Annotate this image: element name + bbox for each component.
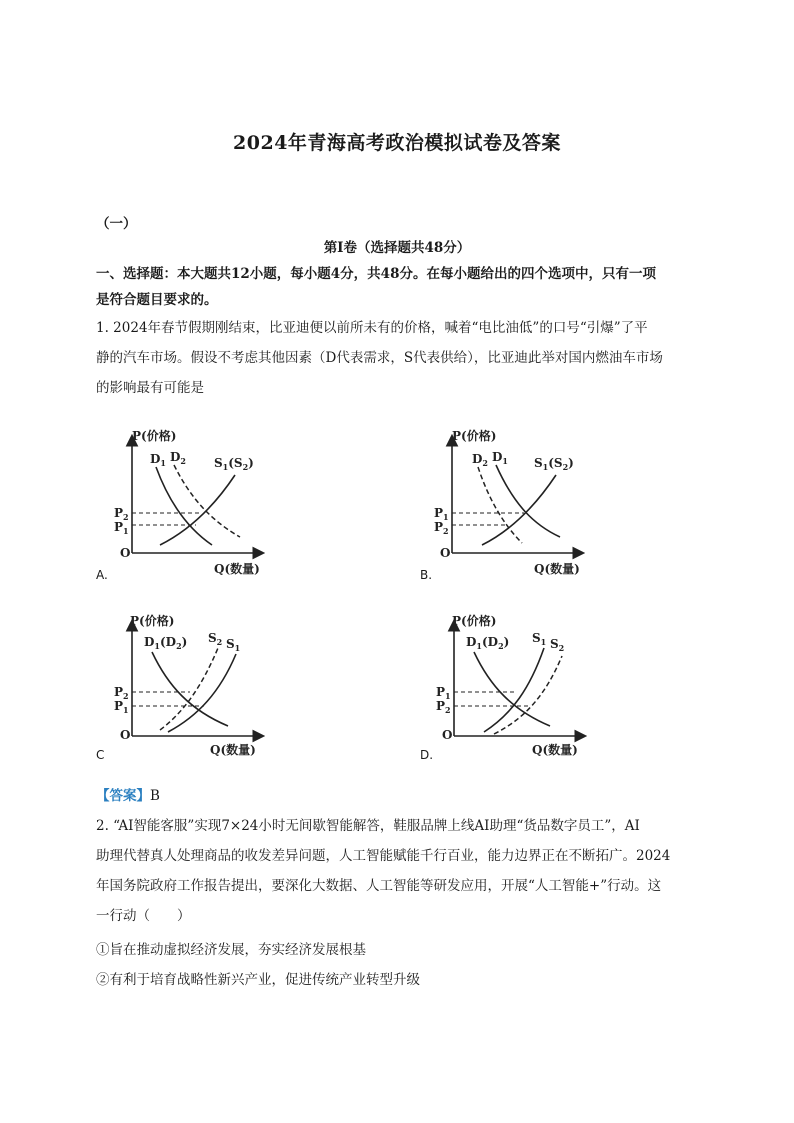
svg-text:D1: $D_1$ [150, 452, 166, 468]
origin-label: O [120, 728, 131, 742]
y-axis-label: P(价格) [452, 614, 497, 628]
question-1-line2: 静的汽车市场。假设不考虑其他因素（D代表需求，S代表供给），比亚迪此举对国内燃油车市场 [96, 350, 663, 366]
answer-value: B [150, 788, 160, 804]
y-axis-label: P(价格) [132, 429, 177, 443]
graph-option-a [110, 425, 280, 577]
graph-option-c [110, 612, 280, 762]
question-2-line1: 2. “AI智能客服”实现7×24小时无间歇智能解答，鞋服品牌上线AI助理“货品数字员工”，AI [96, 818, 640, 834]
svg-text:S1: $S_1$ [226, 637, 241, 653]
origin-label: O [120, 546, 131, 560]
question-2-option-2: ②有利于培育战略性新兴产业，促进传统产业转型升级 [96, 972, 420, 988]
origin-label: O [442, 728, 453, 742]
svg-text:S1(S2): $S_1(S_2)$ [214, 456, 254, 472]
svg-text:S1(S2): $S_1(S_2)$ [534, 456, 574, 472]
x-axis-label: Q(数量) [210, 743, 256, 757]
answer-line [96, 786, 160, 806]
demand-curve-d2 [174, 465, 240, 537]
svg-text:P2: $P_2$ [436, 699, 451, 715]
x-axis-label: Q(数量) [534, 562, 580, 576]
page-title: 2024年青海高考政治模拟试卷及答案 [233, 132, 561, 154]
option-a-label: A. [96, 568, 108, 582]
supply-curve [160, 475, 235, 545]
svg-text:D2: $D_2$ [170, 450, 186, 466]
option-b-label: B. [420, 568, 433, 582]
question-1-line3: 的影响最有可能是 [96, 380, 204, 396]
supply-curve [482, 475, 556, 545]
question-1-line1: 1. 2024年春节假期刚结束，比亚迪便以前所未有的价格，喊着“电比油低”的口号“引爆”了平 [96, 320, 648, 336]
graph-option-d [432, 612, 602, 762]
x-axis-label: Q(数量) [214, 562, 260, 576]
supply-curve-s2 [494, 656, 562, 734]
svg-text:S1: $S_1$ [532, 631, 547, 647]
question-2-line2: 助理代替真人处理商品的收发差异问题，人工智能赋能千行百业，能力边界正在不断拓广。2024 [96, 848, 671, 864]
svg-text:P2: $P_2$ [434, 520, 449, 536]
svg-text:P1: $P_1$ [436, 685, 451, 701]
svg-text:S2: $S_2$ [208, 631, 223, 647]
demand-curve-d1 [496, 465, 560, 537]
svg-text:D2: $D_2$ [472, 452, 488, 468]
graph-option-b [430, 425, 600, 577]
part-label: （一） [96, 216, 137, 232]
y-axis-label: P(价格) [130, 614, 175, 628]
origin-label: O [440, 546, 451, 560]
volume-heading: 第Ⅰ卷（选择题共48分） [323, 240, 471, 256]
section-instruction-line2: 是符合题目要求的。 [96, 292, 218, 308]
demand-curve-d1 [156, 467, 212, 545]
question-2-line3: 年国务院政府工作报告提出，要深化大数据、人工智能等研发应用，开展“人工智能+”行动。这 [96, 878, 662, 894]
svg-text:P1: $P_1$ [434, 506, 449, 522]
answer-tag: 【答案】 [96, 788, 150, 804]
svg-text:P2: $P_2$ [114, 685, 129, 701]
svg-text:P1: $P_1$ [114, 699, 129, 715]
svg-text:P2: $P_2$ [114, 506, 129, 522]
section-instruction-line1: 一、选择题：本大题共12小题，每小题4分，共48分。在每小题给出的四个选项中，只有一项 [96, 266, 656, 282]
demand-curve-d2 [478, 467, 522, 543]
y-axis-label: P(价格) [452, 429, 497, 443]
question-2-line4: 一行动（ ） [96, 908, 191, 924]
svg-text:D1(D2): $D_1(D_2)$ [144, 635, 188, 651]
svg-text:D1(D2): $D_1(D_2)$ [466, 635, 510, 651]
option-d-label: D. [420, 748, 434, 762]
svg-text:P1: $P_1$ [114, 520, 129, 536]
x-axis-label: Q(数量) [532, 743, 578, 757]
svg-text:S2: $S_2$ [550, 637, 565, 653]
svg-text:D1: $D_1$ [492, 450, 508, 466]
option-c-label: C [96, 748, 105, 762]
question-2-option-1: ①旨在推动虚拟经济发展，夯实经济发展根基 [96, 942, 366, 958]
